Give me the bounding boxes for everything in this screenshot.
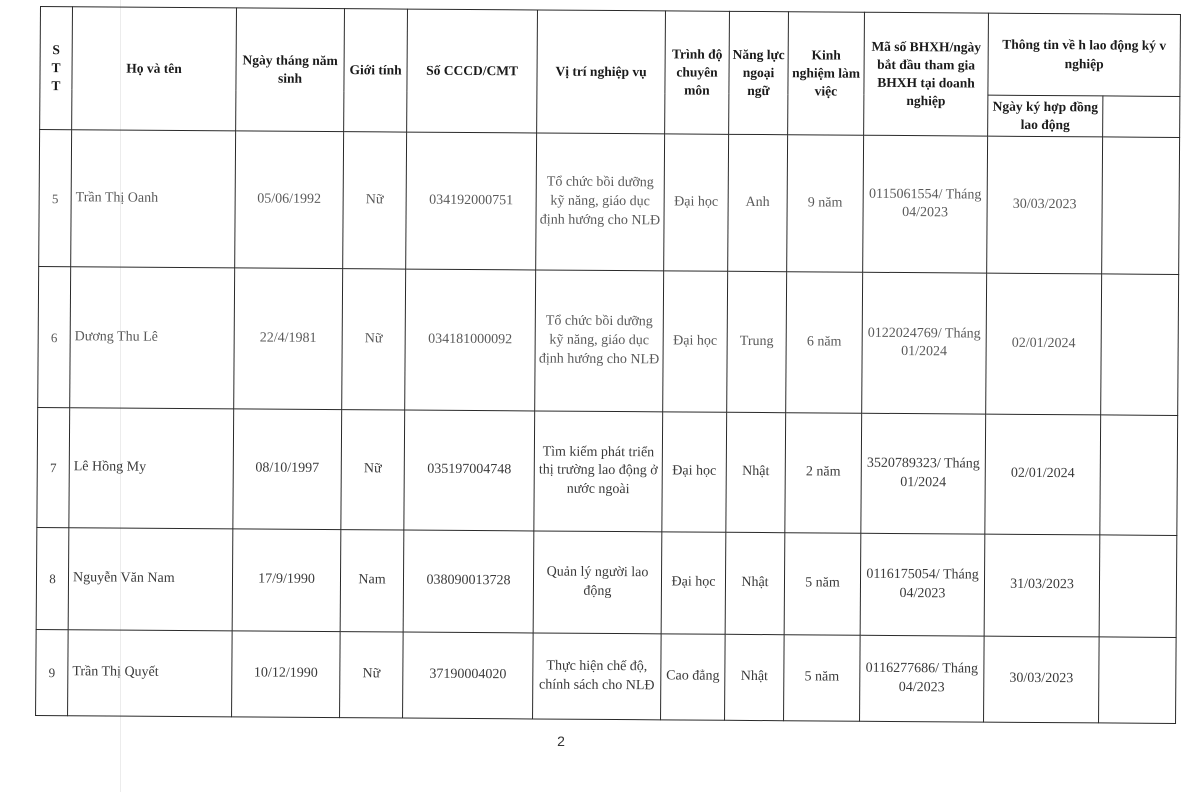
cell-gender: Nữ <box>341 410 405 530</box>
cell-position: Tổ chức bồi dưỡng kỹ năng, giáo dục định hướng cho NLĐ <box>536 133 665 271</box>
cell-insurance: 0116175054/ Tháng 04/2023 <box>860 534 985 637</box>
cell-position: Tổ chức bồi dưỡng kỹ năng, giáo dục định hướng cho NLĐ <box>535 270 664 412</box>
cell-contract-extra <box>1099 535 1177 638</box>
cell-id: 034181000092 <box>405 269 536 411</box>
cell-name: Lê Hồng My <box>69 408 234 529</box>
header-language: Năng lực ngoại ngữ <box>729 11 789 135</box>
cell-contract-date: 30/03/2023 <box>984 637 1100 724</box>
header-contract-extra <box>1103 96 1180 138</box>
cell-stt: 9 <box>36 630 69 716</box>
cell-degree: Đại học <box>661 532 726 634</box>
header-contract-group: Thông tin về h lao động ký v nghiệp <box>988 13 1181 96</box>
table-row <box>37 408 1178 536</box>
header-contract-date: Ngày ký hợp đồng lao động <box>988 95 1103 137</box>
cell-id: 038090013728 <box>403 530 534 633</box>
cell-stt: 8 <box>36 528 69 630</box>
cell-experience: 5 năm <box>784 635 861 722</box>
cell-insurance: 0115061554/ Tháng 04/2023 <box>863 136 988 274</box>
cell-stt: 7 <box>37 408 70 528</box>
cell-id: 37190004020 <box>403 632 534 719</box>
cell-contract-date: 02/01/2024 <box>986 274 1102 416</box>
cell-gender: Nữ <box>343 132 407 269</box>
cell-language: Nhật <box>726 413 786 533</box>
cell-contract-extra <box>1099 637 1177 724</box>
cell-language: Anh <box>728 135 788 272</box>
header-dob: Ngày tháng năm sinh <box>236 8 345 132</box>
cell-gender: Nữ <box>342 269 406 410</box>
cell-language: Nhật <box>725 635 785 721</box>
table-row <box>36 528 1177 638</box>
cell-experience: 6 năm <box>786 272 863 414</box>
header-position: Vị trí nghiệp vụ <box>537 10 666 134</box>
cell-degree: Đại học <box>662 412 727 532</box>
header-degree: Trình độ chuyên môn <box>665 11 730 135</box>
cell-gender: Nam <box>340 530 404 632</box>
cell-experience: 5 năm <box>784 533 861 636</box>
cell-position: Thực hiện chế độ, chính sách cho NLĐ <box>533 633 662 720</box>
table-row <box>39 130 1180 275</box>
cell-dob: 10/12/1990 <box>232 631 341 718</box>
cell-insurance: 3520789323/ Tháng 01/2024 <box>861 414 986 535</box>
cell-contract-date: 30/03/2023 <box>987 137 1103 275</box>
cell-name: Dương Thu Lê <box>70 267 235 409</box>
cell-experience: 9 năm <box>787 135 864 273</box>
cell-dob: 08/10/1997 <box>233 409 342 530</box>
cell-stt: 6 <box>38 267 71 408</box>
cell-degree: Cao đẳng <box>661 634 726 720</box>
header-name: Họ và tên <box>72 7 237 132</box>
cell-name: Trần Thị Oanh <box>71 130 236 268</box>
cell-position: Tìm kiếm phát triển thị trường lao động ở nước ngoài <box>534 411 663 532</box>
cell-dob: 22/4/1981 <box>234 268 343 410</box>
cell-id: 034192000751 <box>406 133 537 271</box>
table-row <box>38 267 1179 416</box>
cell-experience: 2 năm <box>785 413 862 534</box>
staff-table-container <box>35 6 1167 726</box>
cell-language: Nhật <box>725 533 785 635</box>
cell-dob: 05/06/1992 <box>235 131 344 269</box>
cell-contract-date: 02/01/2024 <box>985 415 1101 536</box>
cell-insurance: 0122024769/ Tháng 01/2024 <box>862 273 987 415</box>
cell-contract-date: 31/03/2023 <box>984 535 1100 638</box>
cell-name: Nguyễn Văn Nam <box>68 528 233 631</box>
cell-degree: Đại học <box>664 134 729 271</box>
cell-contract-extra <box>1101 274 1179 416</box>
staff-table <box>35 6 1181 724</box>
page-number: 2 <box>557 733 565 749</box>
cell-degree: Đại học <box>663 271 728 412</box>
cell-dob: 17/9/1990 <box>232 529 341 632</box>
header-gender: Giới tính <box>344 9 408 133</box>
cell-contract-extra <box>1100 415 1178 536</box>
header-stt: S T T <box>40 7 73 131</box>
table-row <box>36 630 1177 724</box>
cell-insurance: 0116277686/ Tháng 04/2023 <box>860 636 985 723</box>
header-experience: Kinh nghiệm làm việc <box>788 12 865 136</box>
cell-gender: Nữ <box>340 632 404 718</box>
cell-name: Trần Thị Quyết <box>68 630 233 717</box>
cell-language: Trung <box>727 272 787 413</box>
cell-contract-extra <box>1102 137 1180 275</box>
header-id: Số CCCD/CMT <box>407 9 538 133</box>
cell-id: 035197004748 <box>404 410 535 531</box>
header-insurance: Mã số BHXH/ngày bắt đầu tham gia BHXH tại doanh nghiệp <box>864 12 989 136</box>
cell-stt: 5 <box>39 130 72 267</box>
cell-position: Quản lý người lao động <box>533 531 662 634</box>
